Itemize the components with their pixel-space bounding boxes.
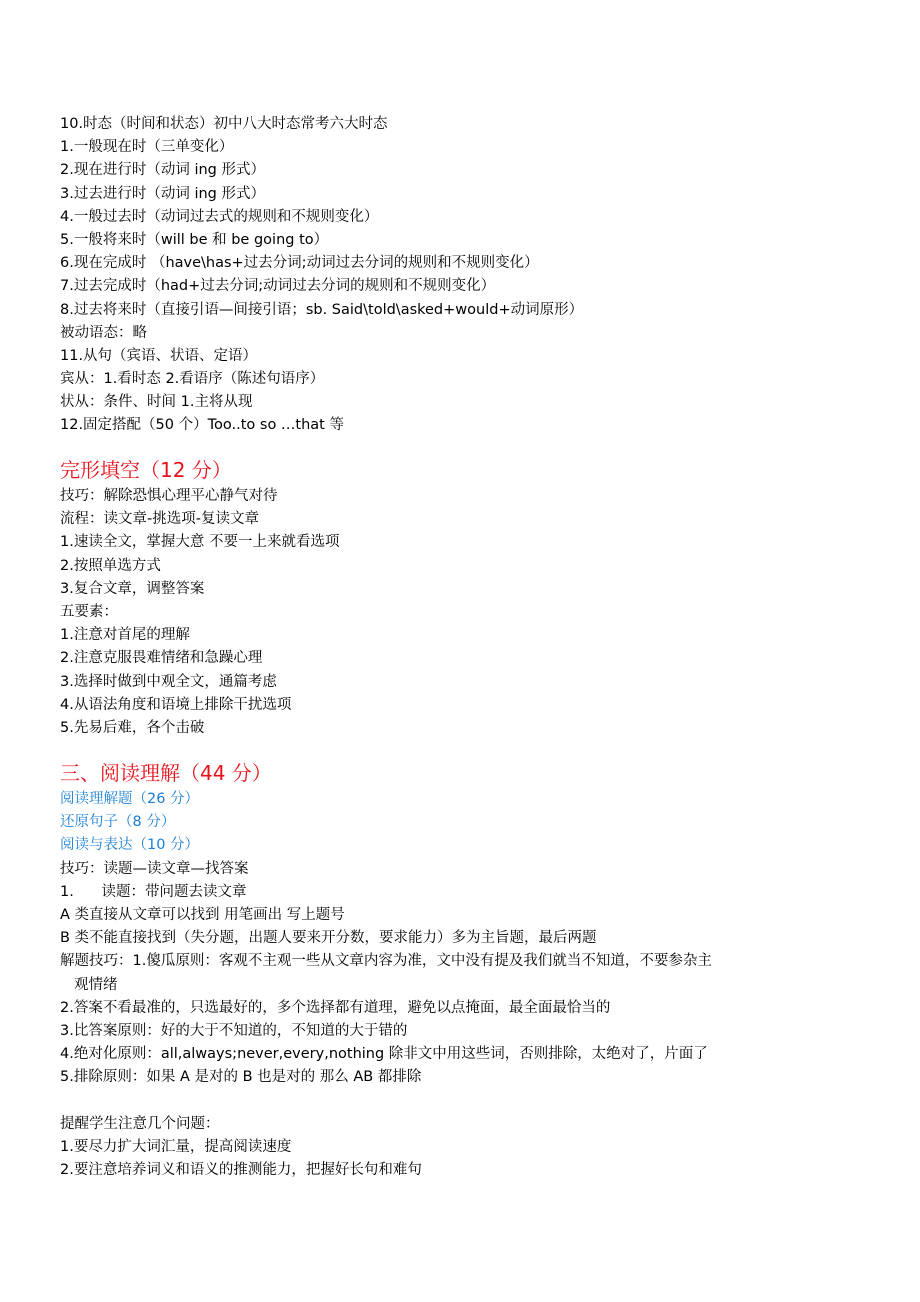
cloze-line: 流程：读文章-挑选项-复读文章 xyxy=(60,511,259,528)
grammar-line: 8.过去将来时（直接引语—间接引语；sb. Said\told\asked+would+动词原形） xyxy=(60,301,584,318)
reminder-title: 提醒学生注意几个问题： xyxy=(60,1115,220,1132)
grammar-line: 5.一般将来时（will be 和 be going to） xyxy=(60,231,329,248)
cloze-line: 2.按照单选方式 xyxy=(60,557,161,574)
grammar-line: 6.现在完成时 （have\has+过去分词;动词过去分词的规则和不规则变化） xyxy=(60,255,539,272)
reading-line: B 类不能直接找到（失分题，出题人要来开分数，要求能力）多为主旨题，最后两题 xyxy=(60,930,597,947)
grammar-line: 11.从句（宾语、状语、定语） xyxy=(60,347,258,364)
grammar-line: 10.时态（时间和状态）初中八大时态常考六大时态 xyxy=(60,116,388,132)
grammar-line: 12.固定搭配（50 个）Too..to so …that 等 xyxy=(60,417,344,434)
grammar-line: 4.一般过去时（动词过去式的规则和不规则变化） xyxy=(60,208,379,225)
reading-tip-line: 解题技巧：1.傻瓜原则：客观不主观一些从文章内容为准，文中没有提及我们就当不知道，不要参杂主 xyxy=(60,953,712,970)
reading-subitem: 阅读与表达（10 分） xyxy=(60,837,200,854)
cloze-line: 3.选择时做到中观全文，通篇考虑 xyxy=(60,673,277,690)
cloze-line: 五要素： xyxy=(60,603,118,620)
cloze-line: 技巧：解除恐惧心理平心静气对待 xyxy=(60,488,278,504)
reading-line: 3.比答案原则：好的大于不知道的，不知道的大于错的 xyxy=(60,1022,408,1039)
grammar-line: 7.过去完成时（had+过去分词;动词过去分词的规则和不规则变化） xyxy=(60,278,496,295)
reading-subitem: 阅读理解题（26 分） xyxy=(60,791,200,807)
reading-line: 技巧：读题—读文章—找答案 xyxy=(60,860,249,877)
cloze-line: 1.注意对首尾的理解 xyxy=(60,627,190,644)
reading-subitem: 还原句子（8 分） xyxy=(60,814,176,831)
paragraph-spacer xyxy=(60,1089,900,1112)
reminder-line: 1.要尽力扩大词汇量，提高阅读速度 xyxy=(60,1138,292,1155)
grammar-line: 被动语态：略 xyxy=(60,324,147,341)
grammar-line: 2.现在进行时（动词 ing 形式） xyxy=(60,162,265,179)
grammar-line: 3.过去进行时（动词 ing 形式） xyxy=(60,185,265,202)
grammar-line: 1.一般现在时（三单变化） xyxy=(60,139,234,156)
cloze-line: 2.注意克服畏难情绪和急躁心理 xyxy=(60,650,263,667)
reminder-line: 2.要注意培养词义和语义的推测能力，把握好长句和难句 xyxy=(60,1162,422,1178)
grammar-line: 状从：条件、时间 1.主将从现 xyxy=(60,394,253,411)
cloze-section xyxy=(60,455,900,740)
grammar-line: 宾从：1.看时态 2.看语序（陈述句语序） xyxy=(60,371,325,388)
cloze-line: 3.复合文章，调整答案 xyxy=(60,580,205,597)
grammar-section xyxy=(60,113,900,438)
reading-heading: 三、阅读理解（44 分） xyxy=(60,761,272,785)
reading-line: 2.答案不看最准的，只选最好的，多个选择都有道理，避免以点掩面，最全面最恰当的 xyxy=(60,999,611,1016)
cloze-line: 4.从语法角度和语境上排除干扰选项 xyxy=(60,696,292,713)
cloze-heading: 完形填空（12 分） xyxy=(60,458,232,482)
reading-section xyxy=(60,758,900,1182)
cloze-line: 1.速读全文，掌握大意 不要一上来就看选项 xyxy=(60,534,340,551)
reading-tip-continuation: 观情绪 xyxy=(74,976,118,993)
cloze-line: 5.先易后难，各个击破 xyxy=(60,719,205,736)
reading-line: 4.绝对化原则：all,always;never,every,nothing 除非文中用这些词，否则排除，太绝对了，片面了 xyxy=(60,1046,708,1063)
reading-line: 5.排除原则：如果 A 是对的 B 也是对的 那么 AB 都排除 xyxy=(60,1069,422,1086)
reading-line: A 类直接从文章可以找到 用笔画出 写上题号 xyxy=(60,906,345,923)
reading-line: 1. 读题：带问题去读文章 xyxy=(60,883,247,900)
